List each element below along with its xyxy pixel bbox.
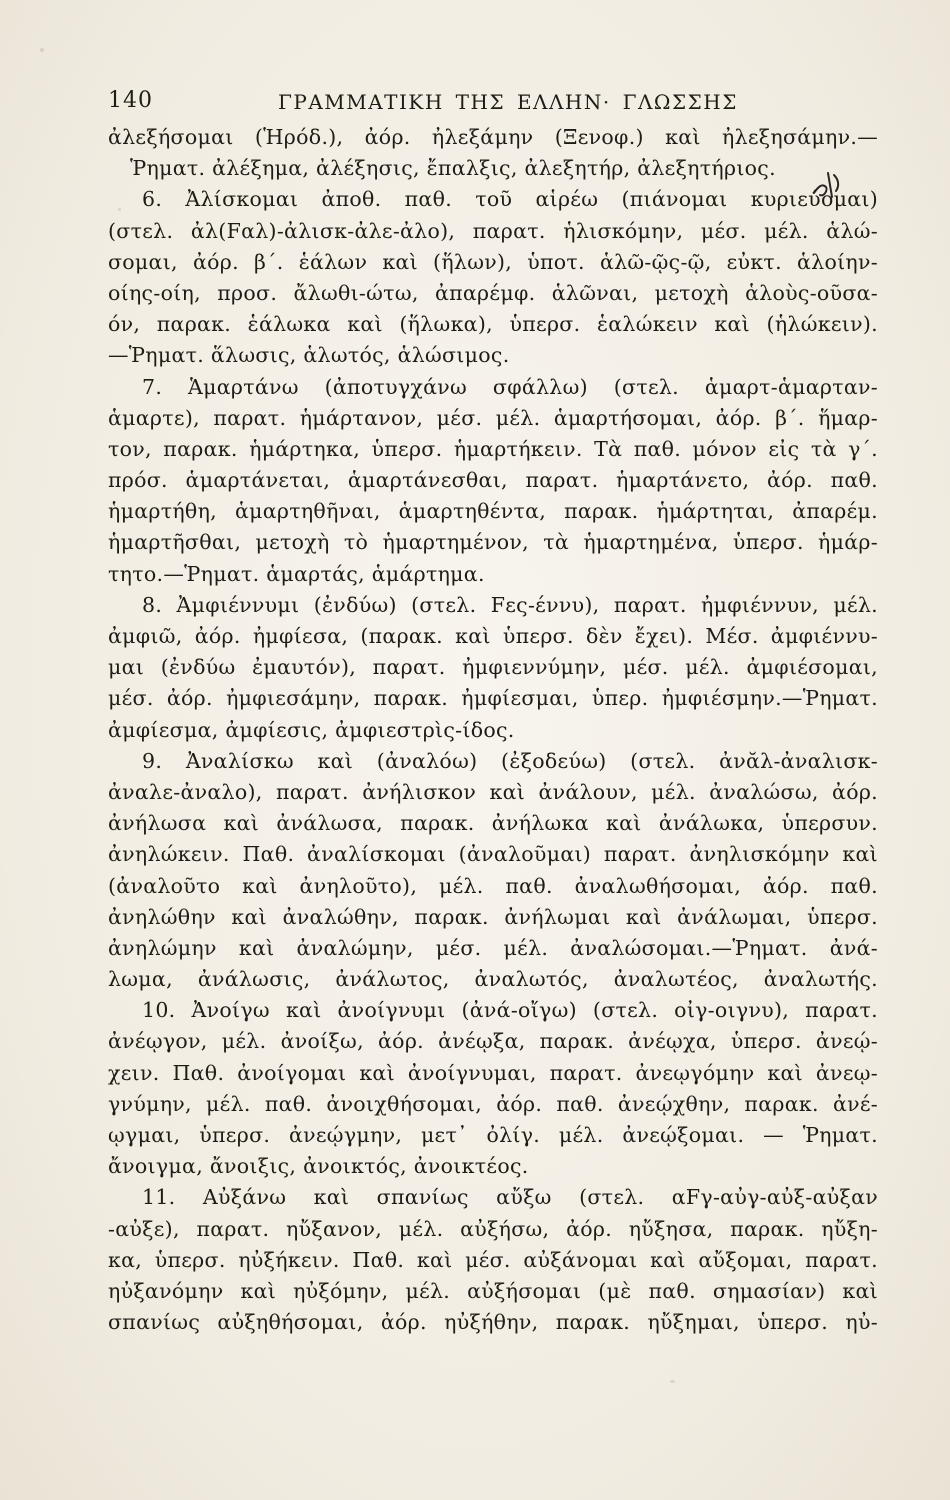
entry-heading-line: 9. Ἀναλίσκω καὶ (ἀναλόω) (ἐξοδεύω) (στελ. ἀνᾰλ-ἀναλισκ- — [142, 748, 878, 773]
text-line: λωμα, ἀνάλωσις, ἀνάλωτος, ἀναλωτός, ἀναλωτέος, ἀναλωτής. — [108, 967, 878, 992]
page-body — [108, 122, 878, 1338]
text-line: ἄνοιγμα, ἄνοιξις, ἀνοικτός, ἀνοικτέος. — [108, 1154, 529, 1179]
text-line: ἀνηλώθην καὶ ἀναλώθην, παρακ. ἀνήλωμαι καὶ ἀνάλωμαι, ὑπερσ. — [108, 904, 878, 929]
text-line: ἀναλε-ἀναλο), παρατ. ἀνήλισκον καὶ ἀνάλουν, μέλ. ἀναλώσω, ἀόρ. — [108, 779, 878, 804]
text-line: -αὐξε), παρατ. ηὔξανον, μέλ. αὐξήσω, ἀόρ. ηὔξησα, παρακ. ηὔξη- — [108, 1216, 878, 1241]
text-line: ἡμαρτήθη, ἁμαρτηθῆναι, ἁμαρτηθέντα, παρακ. ἡμάρτηται, ἀπαρέμ. — [108, 499, 878, 524]
text-line: ἀμφιῶ, ἀόρ. ἠμφίεσα, (παρακ. καὶ ὑπερσ. δὲν ἔχει). Μέσ. ἀμφιέννυ- — [108, 624, 878, 648]
text-line: ηὐξανόμην καὶ ηὐξόμην, μέλ. αὐξήσομαι (μὲ παθ. σημασίαν) καὶ — [108, 1278, 878, 1303]
text-line: —Ῥηματ. ἅλωσις, ἁλωτός, ἁλώσιμος. — [108, 343, 510, 368]
text-line: μέσ. ἀόρ. ἠμφιεσάμην, παρακ. ἠμφίεσμαι, ὑπερ. ἠμφιέσμην.—Ῥηματ. — [108, 686, 878, 711]
running-title: ΓΡΑΜΜΑΤΙΚΗ ΤΗΣ ΕΛΛΗΝ· ΓΛΩΣΣΗΣ — [278, 90, 738, 114]
text-line: σπανίως αὐξηθήσομαι, ἀόρ. ηὐξήθην, παρακ. ηὔξημαι, ὑπερσ. ηὐ- — [108, 1310, 878, 1335]
text-line: ἀνήλωσα καὶ ἀνάλωσα, παρακ. ἀνήλωκα καὶ ἀνάλωκα, ὑπερσυν. — [108, 811, 878, 836]
entry-heading-line: 8. Ἀμφιέννυμι (ἐνδύω) (στελ. Fες-έννυ), παρατ. ἠμφιέννυν, μέλ. — [142, 592, 878, 617]
paper-speck — [40, 48, 44, 52]
entry-heading-line: 6. Ἀλίσκομαι ἀποθ. παθ. τοῦ αἱρέω (πιάνομαι κυριεύομαι) — [142, 187, 878, 212]
paper-speck — [118, 208, 121, 211]
text-line: τον, παρακ. ἡμάρτηκα, ὑπερσ. ἡμαρτήκειν. Τὰ παθ. μόνον εἰς τὰ γ΄. — [108, 436, 878, 461]
text-line: σομαι, ἀόρ. β΄. ἑάλων καὶ (ἥλων), ὑποτ. ἁλῶ-ῷς-ῷ, εὐκτ. ἁλοίην- — [108, 249, 878, 274]
page-header — [108, 88, 878, 118]
entry-heading-line: 7. Ἁμαρτάνω (ἀποτυγχάνω σφάλλω) (στελ. ἁμαρτ-ἁμαρταν- — [142, 374, 878, 399]
entry-heading-line: 10. Ἀνοίγω καὶ ἀνοίγνυμι (ἀνά-οἴγω) (στελ. οἰγ-οιγνυ), παρατ. — [142, 998, 878, 1023]
text-line: οίης-οίη, προσ. ἄλωθι-ώτω, ἀπαρέμφ. ἁλῶναι, μετοχὴ ἁλοὺς-οῦσα- — [108, 280, 878, 305]
text-line: ἀνέῳγον, μέλ. ἀνοίξω, ἀόρ. ἀνέῳξα, παρακ. ἀνέῳχα, ὑπερσ. ἀνεῴ- — [108, 1029, 878, 1054]
text-line: πρόσ. ἁμαρτάνεται, ἁμαρτάνεσθαι, παρατ. ἡμαρτάνετο, ἀόρ. παθ. — [108, 468, 878, 493]
text-line: ῳγμαι, ὑπερσ. ἀνεῴγμην, μετ᾿ ὀλίγ. μέλ. ἀνεῴξομαι. — Ῥηματ. — [108, 1123, 878, 1147]
text-line: κα, ὑπερσ. ηὐξήκειν. Παθ. καὶ μέσ. αὐξάνομαι καὶ αὔξομαι, παρατ. — [108, 1247, 878, 1272]
text-line: όν, παρακ. ἑάλωκα καὶ (ἥλωκα), ὑπερσ. ἑαλώκειν καὶ (ἡλώκειν). — [108, 312, 878, 337]
text-line: ἁμαρτε), παρατ. ἡμάρτανον, μέσ. μέλ. ἁμαρτήσομαι, ἀόρ. β΄. ἥμαρ- — [108, 405, 878, 430]
text-line: ἀνηλώμην καὶ ἀναλώμην, μέσ. μέλ. ἀναλώσομαι.—Ῥηματ. ἀνά- — [108, 935, 878, 960]
text-line: γνύμην, μέλ. παθ. ἀνοιχθήσομαι, ἀόρ. παθ. ἀνεῴχθην, παρακ. ἀνέ- — [108, 1091, 878, 1116]
text-line: ἡμαρτῆσθαι, μετοχὴ τὸ ἡμαρτημένον, τὰ ἡμαρτημένα, ὑπερσ. ἡμάρ- — [108, 530, 878, 555]
text-line: τητο.—Ῥηματ. ἁμαρτάς, ἁμάρτημα. — [108, 561, 485, 586]
entry-heading-line: 11. Αὐξάνω καὶ σπανίως αὔξω (στελ. αFγ-αὐγ-αὐξ-αὐξαν — [142, 1185, 878, 1210]
text-line: (ἀναλοῦτο καὶ ἀνηλοῦτο), μέλ. παθ. ἀναλωθήσομαι, ἀόρ. παθ. — [108, 873, 878, 898]
text-line: ἀμφίεσμα, ἀμφίεσις, ἀμφιεστρὶς-ίδος. — [108, 717, 515, 742]
text-line: ἀνηλώκειν. Παθ. ἀναλίσκομαι (ἀναλοῦμαι) παρατ. ἀνηλισκόμην καὶ — [108, 842, 878, 867]
text-line: χειν. Παθ. ἀνοίγομαι καὶ ἀνοίγνυμαι, παρατ. ἀνεῳγόμην καὶ ἀνεῳ- — [108, 1060, 878, 1085]
paper-speck — [670, 1380, 675, 1383]
text-line: ἀλεξήσομαι (Ἡρόδ.), ἀόρ. ἠλεξάμην (Ξενοφ.) καὶ ἠλεξησάμην.— — [108, 125, 878, 149]
text-line: Ῥηματ. ἀλέξημα, ἀλέξησις, ἔπαλξις, ἀλεξητήρ, ἀλεξητήριος. — [130, 156, 776, 181]
text-line: μαι (ἐνδύω ἐμαυτόν), παρατ. ἠμφιεννύμην, μέσ. μέλ. ἀμφιέσομαι, — [108, 655, 878, 680]
text-line: (στελ. ἀλ(Fαλ)-ἀλισκ-ἀλε-ἀλο), παρατ. ἡλισκόμην, μέσ. μέλ. ἁλώ- — [108, 218, 878, 243]
page-number: 140 — [108, 88, 153, 113]
